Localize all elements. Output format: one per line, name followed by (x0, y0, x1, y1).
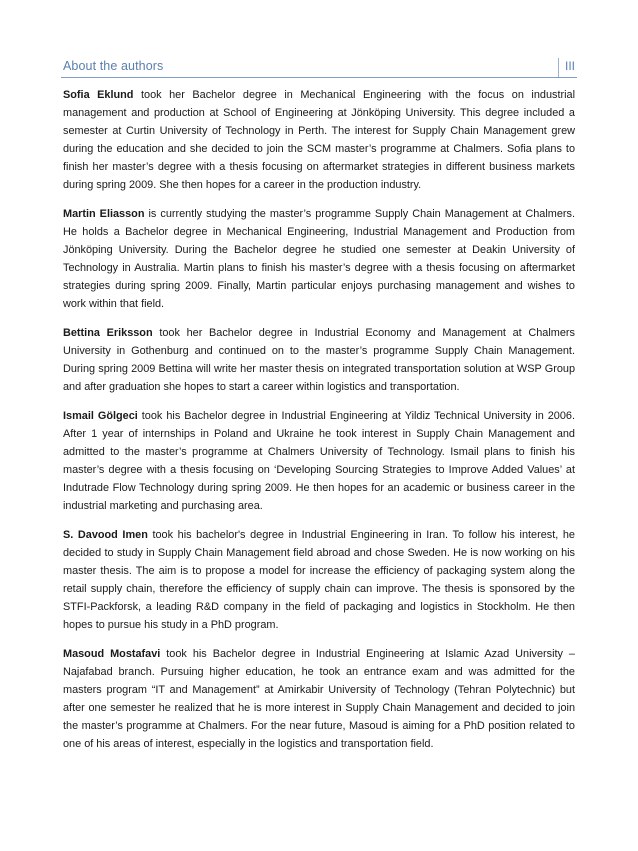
author-bio-text: took her Bachelor degree in Industrial Economy and Management at Chalmers University in Gothenburg and continued on to the master’s programme Supply Chain Management. During spring 2009 Bettina will write her master thesis on integrated transportation solution at WSP Group and after graduation she hopes to start a career within logistics and transportation. (63, 327, 575, 393)
section-title: About the authors (63, 59, 164, 73)
author-bio-text: took his Bachelor degree in Industrial Engineering at Yildiz Technical University in 2006. After 1 year of internships in Poland and Ukraine he took interest in Supply Chain Management and admitted to the master’s programme at Chalmers University of Technology. Ismail plans to finish his master’s degree with a thesis focusing on ‘Developing Sourcing Strategies to Improve Added Values’ at Indutrade Flow Technology during spring 2009. He then hopes for an academic or business career in the industrial marketing and purchasing area. (63, 410, 575, 512)
author-name: Ismail Gölgeci (63, 410, 138, 422)
author-name: Martin Eliasson (63, 208, 145, 220)
page-number: III (564, 59, 575, 73)
author-bio-text: is currently studying the master’s programme Supply Chain Management at Chalmers. He holds a Bachelor degree in Mechanical Engineering, Industrial Management and Production from Jönköping University. During the Bachelor degree he studied one semester at Deakin University of Technology in Australia. Martin plans to finish his master’s degree with a thesis focusing on aftermarket strategies during spring 2009. Finally, Martin particular enjoys purchasing management and wishes to work within that field. (63, 208, 575, 310)
author-bio-davood-imen (63, 526, 575, 634)
author-name: Sofia Eklund (63, 89, 134, 101)
author-bio-text: took his bachelor's degree in Industrial Engineering in Iran. To follow his interest, he decided to study in Supply Chain Management field abroad and chose Sweden. He is now working on his master thesis. The aim is to propose a model for increase the efficiency of packaging system along the retail supply chain, therefore the efficiency of supply chain can improve. The thesis is sponsored by the STFI-Packforsk, a leading R&D company in the field of packaging and logistics in Stockholm. He then hopes to pursue his study in a PhD program. (63, 529, 575, 631)
header-divider (558, 58, 559, 77)
author-bio-masoud-mostafavi (63, 645, 575, 753)
author-name: Bettina Eriksson (63, 327, 153, 339)
author-bio-text: took his Bachelor degree in Industrial Engineering at Islamic Azad University – Najafabad branch. Pursuing higher education, he took an entrance exam and was admitted for the masters program “IT and Management” at Amirkabir University of Technology (Tehran Polytechnic) but after one semester he realized that he is more interest in Supply Chain Management and decided to join the master’s programme at Chalmers. For the near future, Masoud is aiming for a PhD position related to one of his areas of interest, especially in the logistics and transportation field. (63, 648, 575, 750)
author-name: Masoud Mostafavi (63, 648, 161, 660)
author-bio-martin-eliasson (63, 205, 575, 313)
page-header (61, 58, 577, 78)
author-bio-text: took her Bachelor degree in Mechanical Engineering with the focus on industrial management and production at School of Engineering at Jönköping University. This degree included a semester at Curtin University of Technology in Perth. The interest for Supply Chain Management grew during the education and she decided to join the SCM master’s programme at Chalmers. Sofia plans to finish her master’s degree with a thesis focusing on aftermarket strategies in different business markets during spring 2009. She then hopes for a career in the production industry. (63, 89, 575, 191)
author-bio-bettina-eriksson (63, 324, 575, 396)
author-bio-ismail-golgeci (63, 407, 575, 515)
authors-bios (63, 86, 575, 764)
author-bio-sofia-eklund (63, 86, 575, 194)
author-name: S. Davood Imen (63, 529, 148, 541)
